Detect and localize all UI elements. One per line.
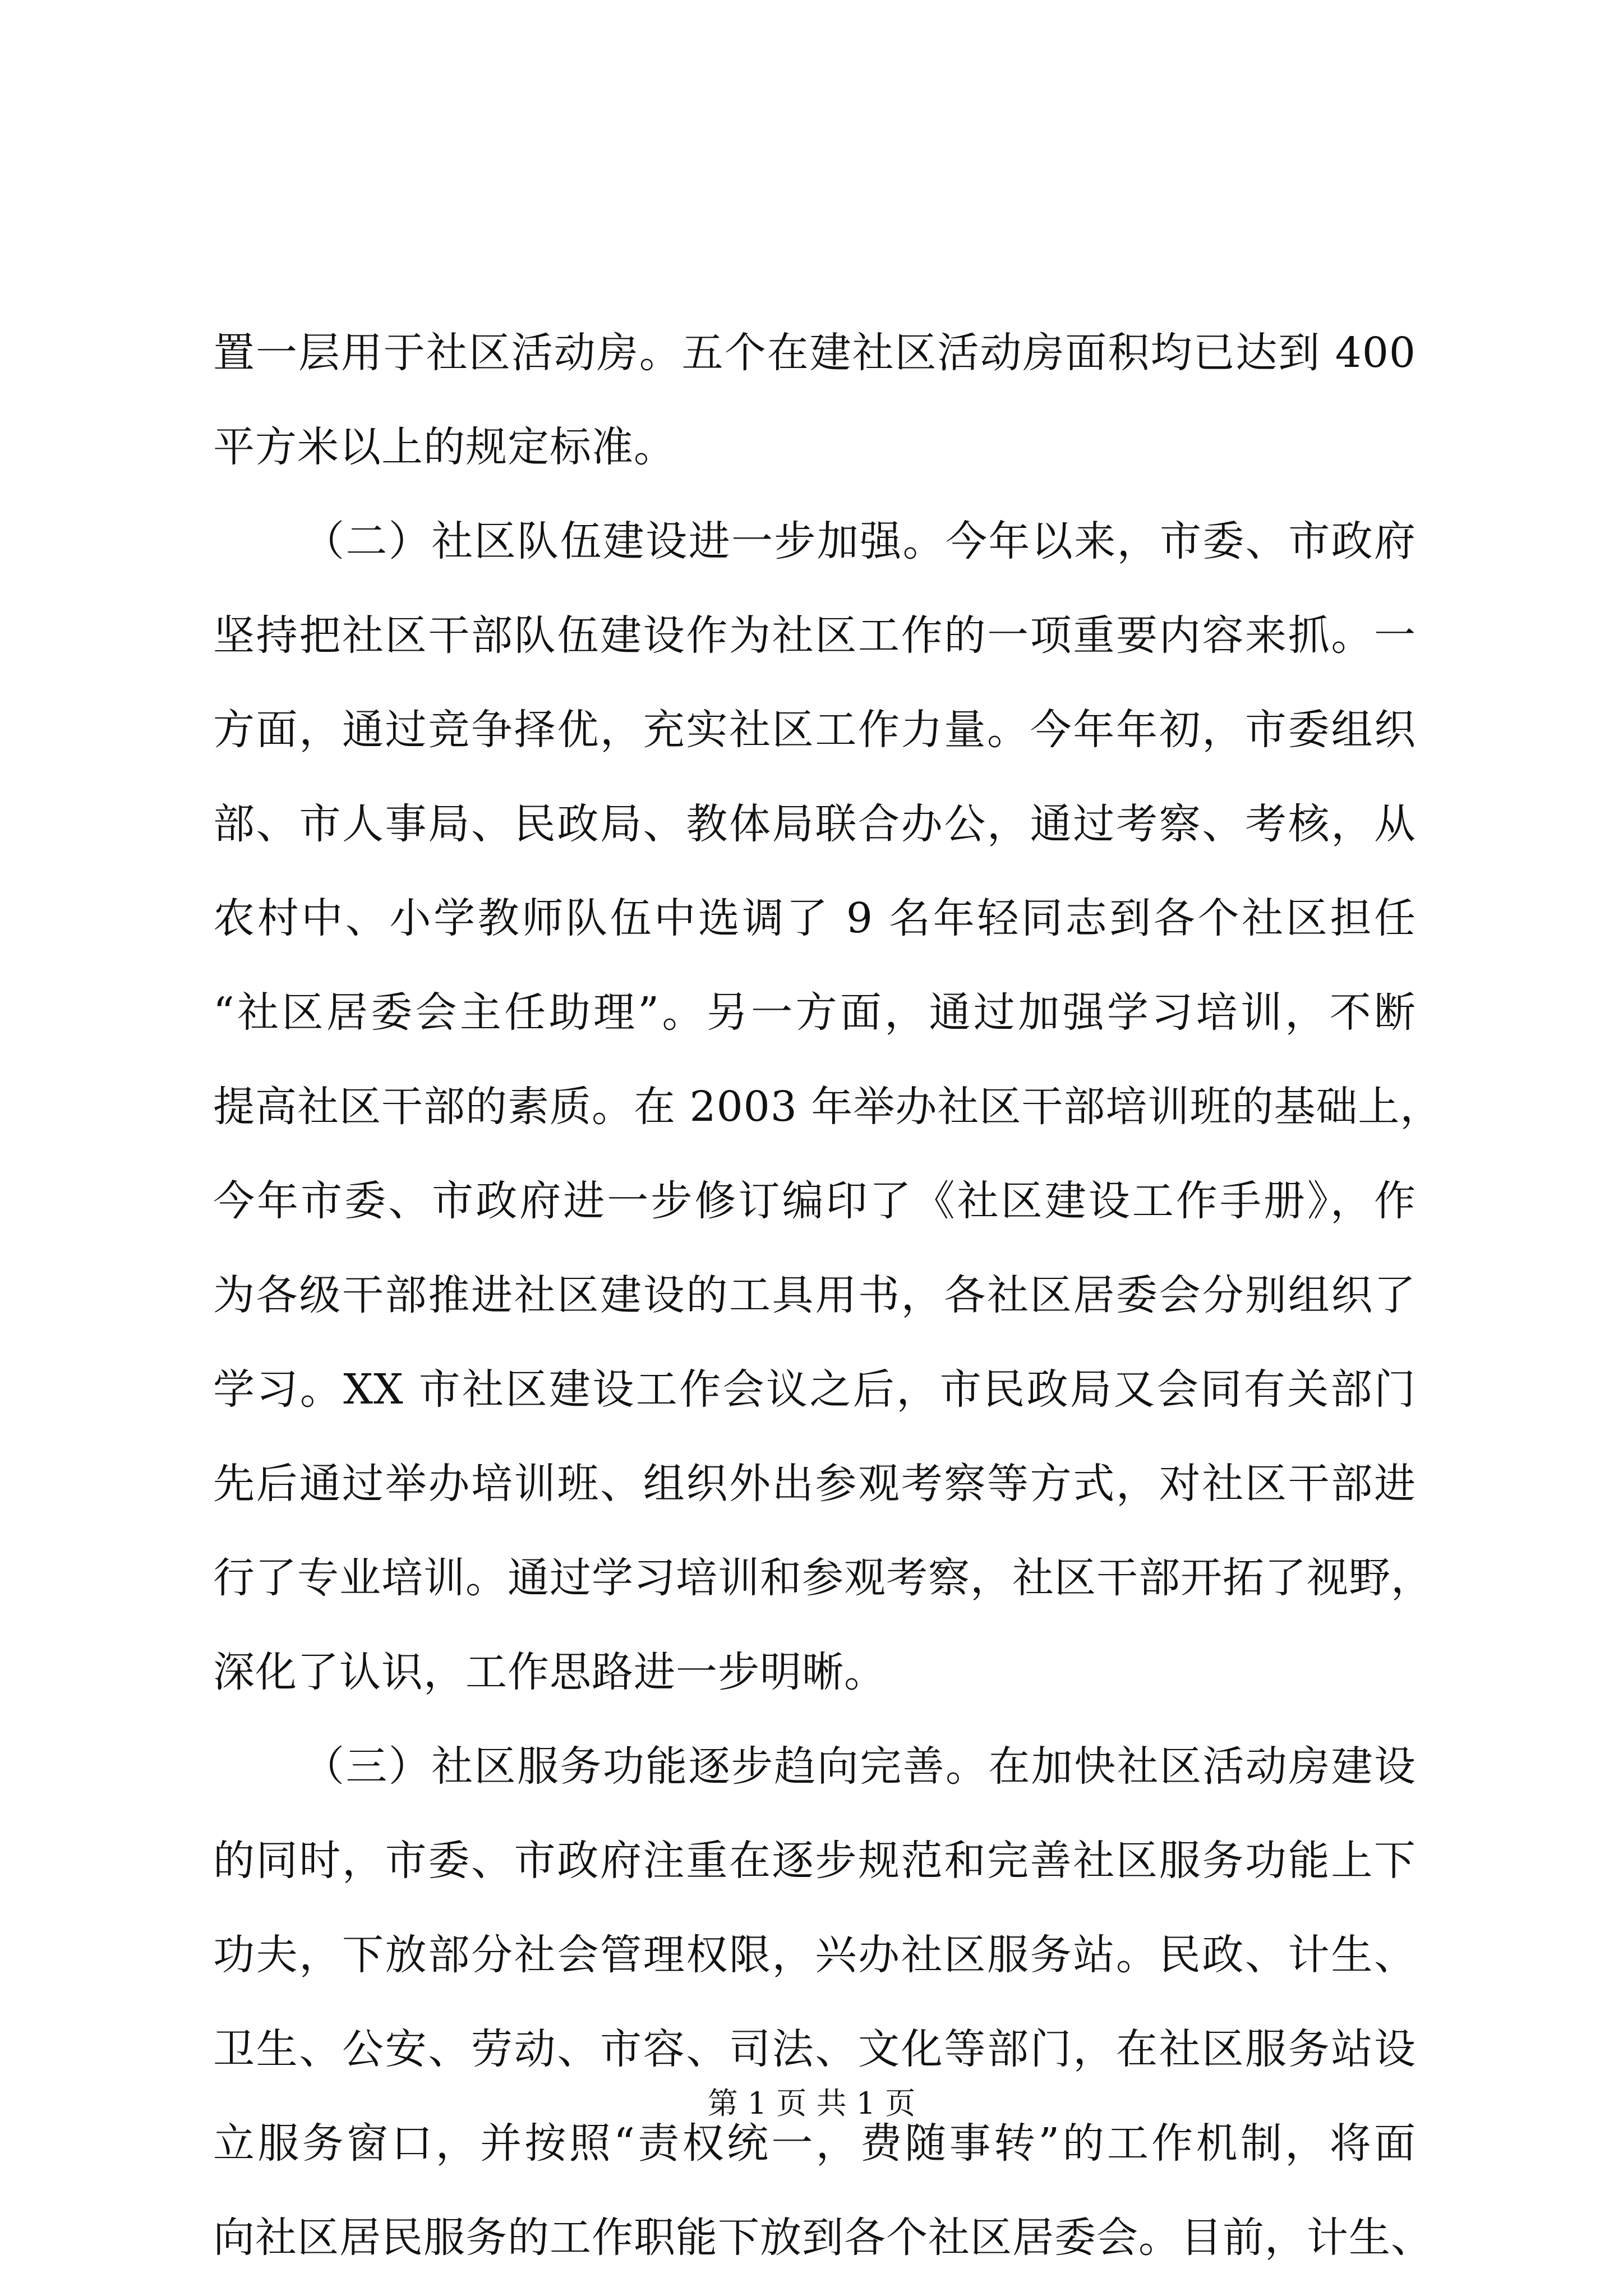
text-line: 的同时，市委、市政府注重在逐步规范和完善社区服务功能上下 [213,1837,1416,1885]
text-line: 为各级干部推进社区建设的工具用书，各社区居委会分别组织了 [213,1271,1416,1319]
page-footer: 第 1 页 共 1 页 [707,2086,916,2121]
text-line: 今年市委、市政府进一步修订编印了《社区建设工作手册》，作 [213,1177,1416,1225]
text-line: 部、市人事局、民政局、教体局联合办公，通过考察、考核，从 [213,800,1416,848]
text-line: 提高社区干部的素质。在 2003 年举办社区干部培训班的基础上， [213,1083,1442,1131]
text-line: （三）社区服务功能逐步趋向完善。在加快社区活动房建设 [303,1742,1416,1791]
text-line: 坚持把社区干部队伍建设作为社区工作的一项重要内容来抓。一 [213,611,1416,660]
text-line: 学习。XX 市社区建设工作会议之后，市民政局又会同有关部门 [213,1365,1416,1414]
text-line: 农村中、小学教师队伍中选调了 9 名年轻同志到各个社区担任 [213,894,1416,942]
text-line: 深化了认识，工作思路进一步明晰。 [213,1648,886,1696]
text-line: 行了专业培训。通过学习培训和参观考察，社区干部开拓了视野， [213,1554,1433,1602]
document-body [213,306,1442,2285]
text-line: 功夫，下放部分社会管理权限，兴办社区服务站。民政、计生、 [213,1931,1416,1979]
text-line: 向社区居民服务的工作职能下放到各个社区居委会。目前，计生、 [213,2214,1433,2262]
text-line: 方面，通过竞争择优，充实社区工作力量。今年年初，市委组织 [213,706,1416,754]
text-line: 置一层用于社区活动房。五个在建社区活动房面积均已达到 400 [213,329,1416,377]
text-line: “社区居委会主任助理”。另一方面，通过加强学习培训，不断 [213,988,1416,1037]
text-line: 立服务窗口，并按照“责权统一，费随事转”的工作机制，将面 [213,2119,1416,2168]
text-line: 先后通过举办培训班、组织外出参观考察等方式，对社区干部进 [213,1460,1416,1508]
text-line: 卫生、公安、劳动、市容、司法、文化等部门，在社区服务站设 [213,2025,1416,2073]
text-line: 平方米以上的规定标准。 [213,423,676,471]
text-line: （二）社区队伍建设进一步加强。今年以来，市委、市政府 [303,517,1416,565]
